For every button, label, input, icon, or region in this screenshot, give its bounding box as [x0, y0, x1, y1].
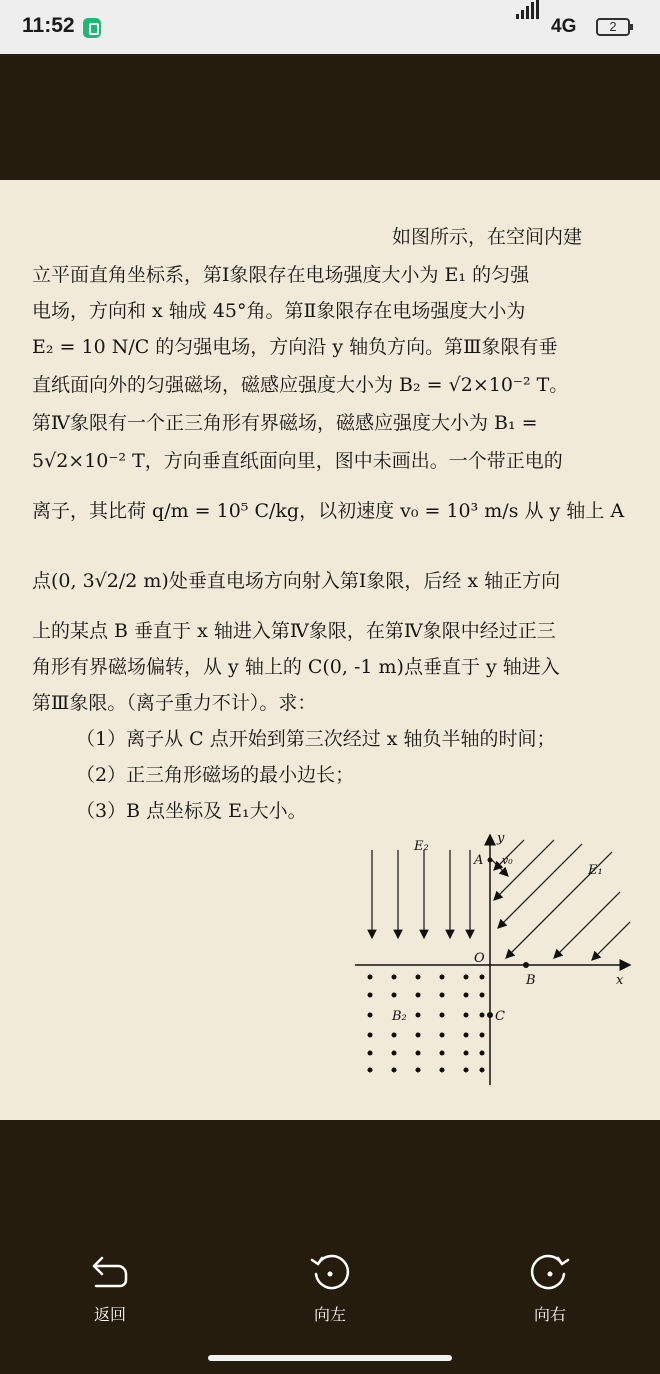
text-line: 立平面直角坐标系，第Ⅰ象限存在电场强度大小为 E₁ 的匀强 [32, 264, 530, 286]
rotate-right-button[interactable] [495, 1250, 605, 1345]
text-line: 第Ⅲ象限。（离子重力不计）。求： [32, 692, 317, 714]
b2-field-dots [368, 975, 485, 1073]
rotate-right-icon [528, 1250, 572, 1294]
text-line: 角形有界磁场偏转，从 y 轴上的 C(0, -1 m)点垂直于 y 轴进入 [32, 656, 560, 678]
e1-field-lines [494, 840, 630, 960]
e2-field-lines [372, 850, 470, 938]
label-b2: B₂ [392, 1009, 407, 1024]
rotate-left-icon [308, 1250, 352, 1294]
home-indicator[interactable] [208, 1355, 452, 1361]
label-x: x [616, 973, 624, 988]
field-diagram [350, 830, 650, 1095]
point-c [487, 1012, 493, 1018]
label-e1: E₁ [588, 863, 603, 878]
point-b [523, 962, 529, 968]
rotate-left-button[interactable] [275, 1250, 385, 1345]
back-button[interactable] [55, 1250, 165, 1345]
label-y: y [497, 831, 505, 846]
label-b: B [526, 973, 536, 988]
battery-icon: 2 [596, 18, 630, 36]
text-line: 点(0, 3√2/2 m)处垂直电场方向射入第Ⅰ象限，后经 x 轴正方向 [32, 570, 561, 592]
question-1: （1）离子从 C 点开始到第三次经过 x 轴负半轴的时间； [76, 728, 556, 750]
label-v0: v₀ [502, 854, 513, 867]
back-arrow-icon [88, 1250, 132, 1294]
security-shield-icon [83, 18, 101, 38]
text-line: 离子，其比荷 q/m = 10⁵ C/kg，以初速度 v₀ = 10³ m/s 从 y 轴上 A [32, 500, 625, 522]
status-bar [0, 0, 660, 54]
text-line: 电场，方向和 x 轴成 45°角。第Ⅱ象限存在电场强度大小为 [32, 300, 526, 322]
network-type: 4G [551, 16, 577, 37]
text-line: 5√2×10⁻² T，方向垂直纸面向里，图中未画出。一个带正电的 [32, 450, 563, 472]
rotate-right-label: 向右 [533, 1305, 566, 1324]
label-a: A [474, 853, 484, 868]
label-e2: E₂ [414, 839, 429, 854]
status-time: 11:52 [22, 14, 75, 37]
document-page [0, 180, 660, 1120]
text-line: E₂ = 10 N/C 的匀强电场，方向沿 y 轴负方向。第Ⅲ象限有垂 [32, 336, 558, 358]
bottom-nav [0, 1250, 660, 1360]
text-line: 上的某点 B 垂直于 x 轴进入第Ⅳ象限，在第Ⅳ象限中经过正三 [32, 620, 556, 642]
label-o: O [474, 951, 485, 966]
question-2: （2）正三角形磁场的最小边长； [76, 764, 355, 786]
text-line: 如图所示，在空间内建 [392, 226, 583, 248]
text-line: 直纸面向外的匀强磁场，磁感应强度大小为 B₂ = √2×10⁻² T。 [32, 374, 569, 396]
back-label: 返回 [93, 1305, 126, 1324]
question-3: （3）B 点坐标及 E₁大小。 [76, 800, 307, 822]
point-a [488, 858, 493, 863]
label-c: C [495, 1009, 505, 1024]
rotate-left-label: 向左 [313, 1305, 346, 1324]
text-line: 第Ⅳ象限有一个正三角形有界磁场，磁感应强度大小为 B₁ = [32, 412, 538, 434]
